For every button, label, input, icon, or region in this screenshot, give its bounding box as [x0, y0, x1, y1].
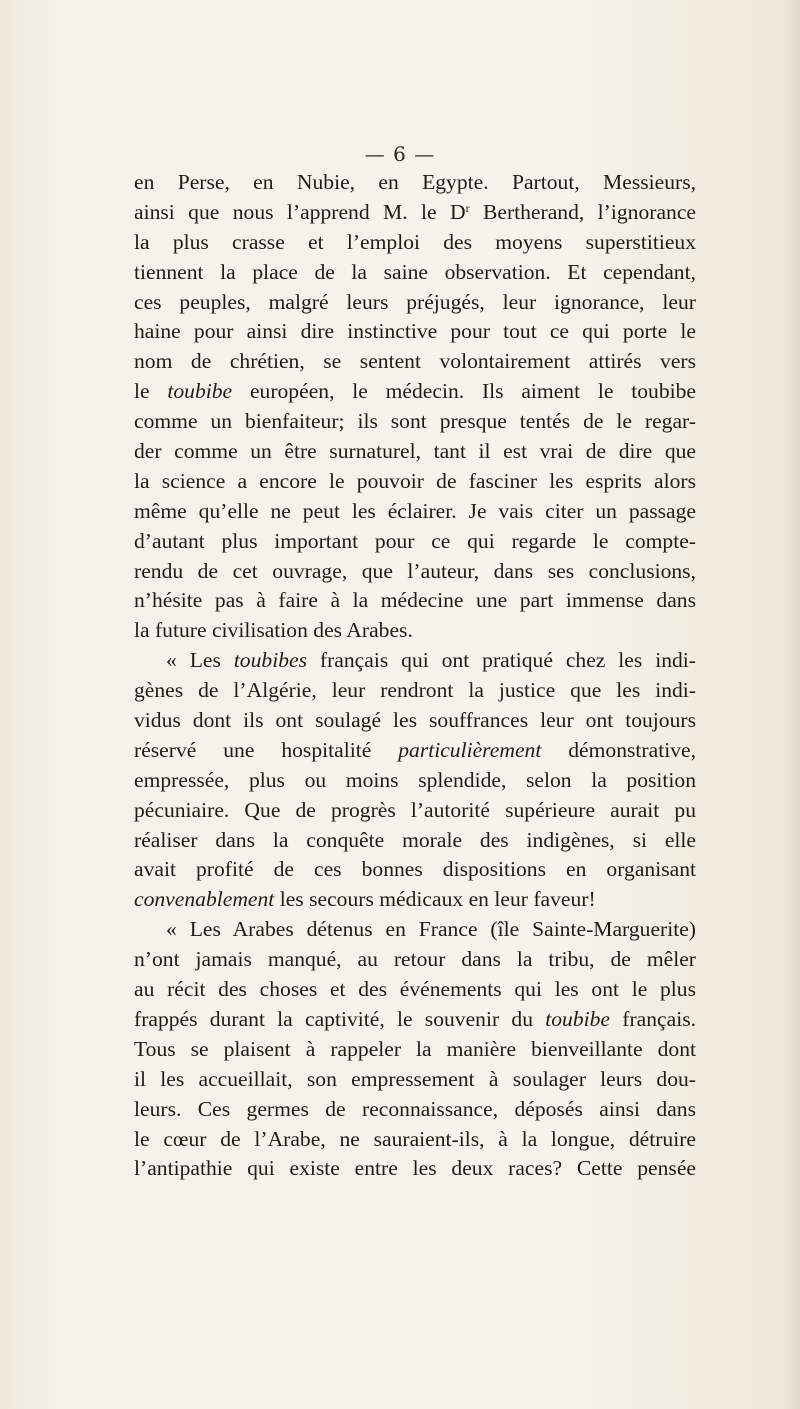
page-edge-shadow	[782, 0, 800, 1409]
text-line: le cœur de l’Arabe, ne sauraient-ils, à la longue, détruire	[134, 1126, 696, 1151]
text-line: en Perse, en Nubie, en Egypte. Partout, Messieurs,	[134, 170, 696, 194]
text-fragment: le	[134, 379, 168, 404]
text-line: leurs. Ces germes de reconnaissance, déposés ainsi dans	[134, 1096, 696, 1121]
text-line: n’ont jamais manqué, au retour dans la tribu, de mêler	[134, 947, 696, 972]
text-line	[134, 377, 696, 407]
text-line: au récit des choses et des événements qui les ont le plus	[134, 977, 696, 1002]
text-line: n’hésite pas à faire à la médecine une part immense dans	[134, 588, 696, 613]
text-line	[134, 1005, 696, 1035]
text-line	[134, 736, 696, 766]
superscript: r	[465, 200, 470, 215]
italic-term: particulièrement	[398, 737, 542, 762]
text-line: pécuniaire. Que de progrès l’autorité supérieure aurait pu	[134, 797, 696, 822]
text-fragment: européen, le médecin. Ils aiment le toubibe	[232, 379, 697, 404]
text-fragment: Bertherand, l’ignorance	[469, 199, 696, 224]
text-line: la plus crasse et l’emploi des moyens superstitieux	[134, 229, 696, 254]
text-line: empressée, plus ou moins splendide, selon la position	[134, 767, 696, 792]
text-line: l’antipathie qui existe entre les deux races? Cette pensée	[134, 1156, 696, 1181]
text-line: haine pour ainsi dire instinctive pour tout ce qui porte le	[134, 319, 696, 344]
text-line: rendu de cet ouvrage, que l’auteur, dans ses conclusions,	[134, 558, 696, 583]
text-fragment: démonstrative,	[541, 737, 696, 762]
text-line	[134, 198, 696, 228]
text-fragment: français.	[610, 1006, 697, 1031]
text-line: vidus dont ils ont soulagé les souffrances leur ont toujours	[134, 708, 696, 733]
text-fragment: frappés durant la captivité, le souvenir du	[134, 1006, 546, 1031]
italic-term: toubibe	[545, 1006, 611, 1031]
italic-term: toubibe	[167, 379, 233, 404]
text-fragment: les secours médicaux en leur faveur!	[274, 887, 596, 912]
text-line: ces peuples, malgré leurs préjugés, leur ignorance, leur	[134, 289, 696, 314]
text-line: avait profité de ces bonnes dispositions en organisant	[134, 857, 696, 882]
text-line: la future civilisation des Arabes.	[134, 618, 413, 643]
text-line: comme un bienfaiteur; ils sont presque tentés de le regar-	[134, 409, 696, 434]
text-line: d’autant plus important pour ce qui regarde le compte-	[134, 528, 696, 553]
text-line: réaliser dans la conquête morale des indigènes, si elle	[134, 827, 696, 852]
text-line	[134, 885, 696, 915]
text-line: nom de chrétien, se sentent volontairement attirés vers	[134, 349, 696, 374]
text-line	[134, 646, 696, 676]
page-number: — 6 —	[364, 142, 436, 166]
text-line: der comme un être surnaturel, tant il est vrai de dire que	[134, 439, 696, 464]
text-fragment: français qui ont pratiqué chez les indi-	[307, 648, 696, 673]
italic-term: convenablement	[134, 887, 275, 912]
text-line: même qu’elle ne peut les éclairer. Je vais citer un passage	[134, 498, 696, 523]
text-fragment: ainsi que nous l’apprend M. le D	[134, 199, 466, 224]
text-line: gènes de l’Algérie, leur rendront la justice que les indi-	[134, 678, 696, 703]
body-text	[134, 168, 696, 1184]
text-line: « Les Arabes détenus en France (île Sainte-Marguerite)	[166, 917, 696, 942]
text-line: la science a encore le pouvoir de fasciner les esprits alors	[134, 468, 696, 493]
italic-term: toubibes	[233, 648, 307, 673]
text-fragment: réservé une hospitalité	[134, 737, 399, 762]
text-fragment: « Les	[166, 648, 234, 673]
text-line: il les accueillait, son empressement à soulager leurs dou-	[134, 1066, 696, 1091]
text-line: Tous se plaisent à rappeler la manière bienveillante dont	[134, 1036, 696, 1061]
text-line: tiennent la place de la saine observation. Et cependant,	[134, 259, 696, 284]
